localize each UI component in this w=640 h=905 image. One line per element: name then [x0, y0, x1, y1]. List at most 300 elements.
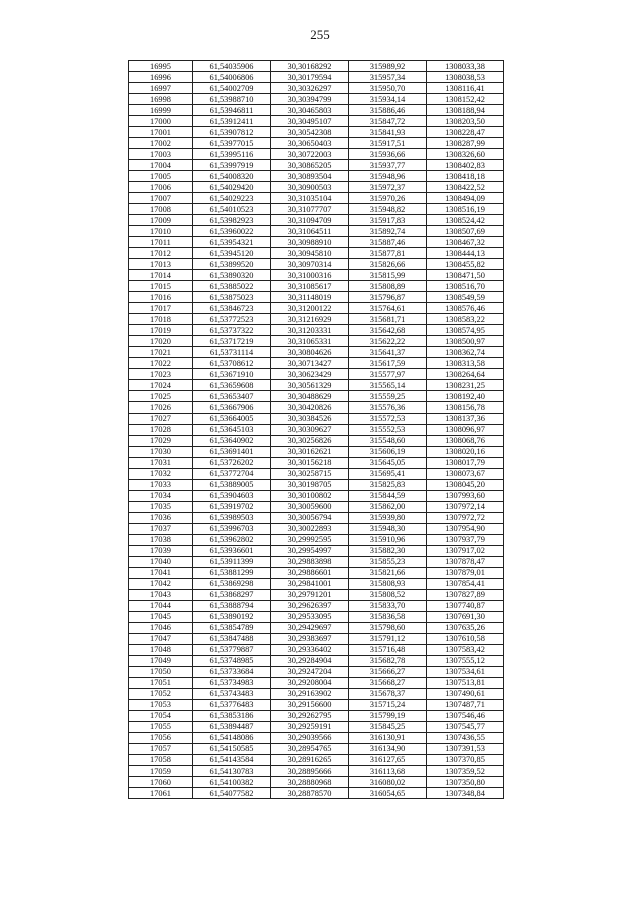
table-row [129, 358, 504, 369]
longitude-cell: 30,29163902 [271, 688, 349, 699]
table-row [129, 369, 504, 380]
x-coordinate-cell: 315799,19 [349, 710, 427, 721]
point-number-cell: 17032 [129, 468, 193, 479]
x-coordinate-cell: 315642,68 [349, 325, 427, 336]
longitude-cell: 30,30865205 [271, 160, 349, 171]
table-row [129, 721, 504, 732]
latitude-cell: 61,53911399 [193, 556, 271, 567]
latitude-cell: 61,53868297 [193, 589, 271, 600]
x-coordinate-cell: 315565,14 [349, 380, 427, 391]
latitude-cell: 61,54100382 [193, 777, 271, 788]
y-coordinate-cell: 1307436,55 [427, 732, 504, 743]
y-coordinate-cell: 1307487,71 [427, 699, 504, 710]
latitude-cell: 61,54029420 [193, 182, 271, 193]
x-coordinate-cell: 316130,91 [349, 732, 427, 743]
coordinates-table [128, 60, 504, 799]
longitude-cell: 30,30100802 [271, 490, 349, 501]
table-row [129, 435, 504, 446]
point-number-cell: 17031 [129, 457, 193, 468]
point-number-cell: 17016 [129, 292, 193, 303]
point-number-cell: 17000 [129, 116, 193, 127]
longitude-cell: 30,29883898 [271, 556, 349, 567]
latitude-cell: 61,53645103 [193, 424, 271, 435]
y-coordinate-cell: 1308137,36 [427, 413, 504, 424]
longitude-cell: 30,28954765 [271, 743, 349, 754]
y-coordinate-cell: 1308494,09 [427, 193, 504, 204]
x-coordinate-cell: 315617,59 [349, 358, 427, 369]
table-row [129, 127, 504, 138]
point-number-cell: 17035 [129, 501, 193, 512]
x-coordinate-cell: 315808,89 [349, 281, 427, 292]
longitude-cell: 30,30650403 [271, 138, 349, 149]
x-coordinate-cell: 315559,25 [349, 391, 427, 402]
table-row [129, 424, 504, 435]
longitude-cell: 30,31094709 [271, 215, 349, 226]
point-number-cell: 17033 [129, 479, 193, 490]
point-number-cell: 17059 [129, 766, 193, 777]
table-row [129, 325, 504, 336]
x-coordinate-cell: 315845,25 [349, 721, 427, 732]
y-coordinate-cell: 1307691,30 [427, 611, 504, 622]
table-row [129, 248, 504, 259]
table-row [129, 766, 504, 777]
longitude-cell: 30,31148019 [271, 292, 349, 303]
point-number-cell: 16998 [129, 94, 193, 105]
table-row [129, 479, 504, 490]
table-row [129, 710, 504, 721]
latitude-cell: 61,53907812 [193, 127, 271, 138]
latitude-cell: 61,54010523 [193, 204, 271, 215]
point-number-cell: 16995 [129, 61, 193, 72]
y-coordinate-cell: 1307350,80 [427, 777, 504, 788]
x-coordinate-cell: 315937,77 [349, 160, 427, 171]
table-row [129, 688, 504, 699]
longitude-cell: 30,29992595 [271, 534, 349, 545]
y-coordinate-cell: 1308188,94 [427, 105, 504, 116]
point-number-cell: 17053 [129, 699, 193, 710]
table-row [129, 633, 504, 644]
longitude-cell: 30,29156600 [271, 699, 349, 710]
point-number-cell: 17003 [129, 149, 193, 160]
longitude-cell: 30,30713427 [271, 358, 349, 369]
point-number-cell: 17043 [129, 589, 193, 600]
table-row [129, 578, 504, 589]
longitude-cell: 30,30059600 [271, 501, 349, 512]
x-coordinate-cell: 315847,72 [349, 116, 427, 127]
y-coordinate-cell: 1308362,74 [427, 347, 504, 358]
longitude-cell: 30,30465803 [271, 105, 349, 116]
y-coordinate-cell: 1308264,64 [427, 369, 504, 380]
latitude-cell: 61,53708612 [193, 358, 271, 369]
x-coordinate-cell: 315989,92 [349, 61, 427, 72]
longitude-cell: 30,30326297 [271, 83, 349, 94]
table-row [129, 402, 504, 413]
latitude-cell: 61,53653407 [193, 391, 271, 402]
point-number-cell: 17047 [129, 633, 193, 644]
table-row [129, 556, 504, 567]
x-coordinate-cell: 315716,48 [349, 644, 427, 655]
y-coordinate-cell: 1307854,41 [427, 578, 504, 589]
point-number-cell: 16997 [129, 83, 193, 94]
latitude-cell: 61,54006806 [193, 72, 271, 83]
longitude-cell: 30,30309627 [271, 424, 349, 435]
table-row [129, 270, 504, 281]
y-coordinate-cell: 1307513,81 [427, 677, 504, 688]
longitude-cell: 30,31000316 [271, 270, 349, 281]
point-number-cell: 17051 [129, 677, 193, 688]
y-coordinate-cell: 1308068,76 [427, 435, 504, 446]
table-row [129, 666, 504, 677]
x-coordinate-cell: 315917,51 [349, 138, 427, 149]
latitude-cell: 61,53936601 [193, 545, 271, 556]
longitude-cell: 30,28916265 [271, 754, 349, 765]
point-number-cell: 17005 [129, 171, 193, 182]
x-coordinate-cell: 315715,24 [349, 699, 427, 710]
longitude-cell: 30,30056794 [271, 512, 349, 523]
x-coordinate-cell: 315641,37 [349, 347, 427, 358]
point-number-cell: 17054 [129, 710, 193, 721]
table-row [129, 788, 504, 799]
longitude-cell: 30,30168292 [271, 61, 349, 72]
latitude-cell: 61,53875023 [193, 292, 271, 303]
longitude-cell: 30,30488629 [271, 391, 349, 402]
point-number-cell: 16999 [129, 105, 193, 116]
point-number-cell: 17021 [129, 347, 193, 358]
y-coordinate-cell: 1308156,78 [427, 402, 504, 413]
table-row [129, 171, 504, 182]
y-coordinate-cell: 1308507,69 [427, 226, 504, 237]
point-number-cell: 17022 [129, 358, 193, 369]
longitude-cell: 30,30256826 [271, 435, 349, 446]
table-row [129, 677, 504, 688]
y-coordinate-cell: 1308524,42 [427, 215, 504, 226]
x-coordinate-cell: 315764,61 [349, 303, 427, 314]
y-coordinate-cell: 1307610,58 [427, 633, 504, 644]
x-coordinate-cell: 315796,87 [349, 292, 427, 303]
latitude-cell: 61,54143584 [193, 754, 271, 765]
point-number-cell: 17024 [129, 380, 193, 391]
table-row [129, 182, 504, 193]
y-coordinate-cell: 1308192,40 [427, 391, 504, 402]
x-coordinate-cell: 315678,37 [349, 688, 427, 699]
table-row [129, 754, 504, 765]
y-coordinate-cell: 1308152,42 [427, 94, 504, 105]
y-coordinate-cell: 1308287,99 [427, 138, 504, 149]
y-coordinate-cell: 1308516,70 [427, 281, 504, 292]
longitude-cell: 30,29336402 [271, 644, 349, 655]
x-coordinate-cell: 315695,41 [349, 468, 427, 479]
longitude-cell: 30,30970314 [271, 259, 349, 270]
latitude-cell: 61,53995116 [193, 149, 271, 160]
table-row [129, 743, 504, 754]
y-coordinate-cell: 1308313,58 [427, 358, 504, 369]
y-coordinate-cell: 1308444,13 [427, 248, 504, 259]
latitude-cell: 61,54035906 [193, 61, 271, 72]
longitude-cell: 30,31035104 [271, 193, 349, 204]
x-coordinate-cell: 315939,80 [349, 512, 427, 523]
latitude-cell: 61,53772704 [193, 468, 271, 479]
latitude-cell: 61,54029223 [193, 193, 271, 204]
longitude-cell: 30,30420826 [271, 402, 349, 413]
longitude-cell: 30,30179594 [271, 72, 349, 83]
table-row [129, 380, 504, 391]
table-row [129, 105, 504, 116]
y-coordinate-cell: 1307972,72 [427, 512, 504, 523]
y-coordinate-cell: 1307391,53 [427, 743, 504, 754]
table-row [129, 457, 504, 468]
latitude-cell: 61,53772523 [193, 314, 271, 325]
point-number-cell: 17044 [129, 600, 193, 611]
latitude-cell: 61,53912411 [193, 116, 271, 127]
y-coordinate-cell: 1307370,85 [427, 754, 504, 765]
x-coordinate-cell: 315808,52 [349, 589, 427, 600]
y-coordinate-cell: 1307827,89 [427, 589, 504, 600]
x-coordinate-cell: 315825,83 [349, 479, 427, 490]
x-coordinate-cell: 315572,53 [349, 413, 427, 424]
x-coordinate-cell: 316134,90 [349, 743, 427, 754]
y-coordinate-cell: 1307740,87 [427, 600, 504, 611]
y-coordinate-cell: 1307490,61 [427, 688, 504, 699]
latitude-cell: 61,53977015 [193, 138, 271, 149]
point-number-cell: 17025 [129, 391, 193, 402]
x-coordinate-cell: 315887,46 [349, 237, 427, 248]
latitude-cell: 61,54130783 [193, 766, 271, 777]
latitude-cell: 61,53962802 [193, 534, 271, 545]
y-coordinate-cell: 1307937,79 [427, 534, 504, 545]
point-number-cell: 17019 [129, 325, 193, 336]
y-coordinate-cell: 1308500,97 [427, 336, 504, 347]
latitude-cell: 61,53904603 [193, 490, 271, 501]
table-row [129, 699, 504, 710]
table-row [129, 413, 504, 424]
table-row [129, 534, 504, 545]
point-number-cell: 17026 [129, 402, 193, 413]
latitude-cell: 61,53847488 [193, 633, 271, 644]
y-coordinate-cell: 1308017,79 [427, 457, 504, 468]
point-number-cell: 17011 [129, 237, 193, 248]
x-coordinate-cell: 315681,71 [349, 314, 427, 325]
latitude-cell: 61,53894487 [193, 721, 271, 732]
latitude-cell: 61,53731114 [193, 347, 271, 358]
point-number-cell: 17012 [129, 248, 193, 259]
latitude-cell: 61,53899520 [193, 259, 271, 270]
longitude-cell: 30,29383697 [271, 633, 349, 644]
table-row [129, 259, 504, 270]
table-row [129, 655, 504, 666]
table-row [129, 237, 504, 248]
longitude-cell: 30,29533095 [271, 611, 349, 622]
longitude-cell: 30,30022893 [271, 523, 349, 534]
longitude-cell: 30,28880968 [271, 777, 349, 788]
longitude-cell: 30,28895666 [271, 766, 349, 777]
longitude-cell: 30,30804626 [271, 347, 349, 358]
table-row [129, 138, 504, 149]
x-coordinate-cell: 315577,97 [349, 369, 427, 380]
latitude-cell: 61,53779887 [193, 644, 271, 655]
table-row [129, 303, 504, 314]
y-coordinate-cell: 1307635,26 [427, 622, 504, 633]
point-number-cell: 17013 [129, 259, 193, 270]
y-coordinate-cell: 1307954,90 [427, 523, 504, 534]
y-coordinate-cell: 1308045,20 [427, 479, 504, 490]
point-number-cell: 17038 [129, 534, 193, 545]
point-number-cell: 17042 [129, 578, 193, 589]
latitude-cell: 61,53717219 [193, 336, 271, 347]
point-number-cell: 17010 [129, 226, 193, 237]
longitude-cell: 30,31200122 [271, 303, 349, 314]
latitude-cell: 61,53988710 [193, 94, 271, 105]
table-row [129, 83, 504, 94]
y-coordinate-cell: 1307545,77 [427, 721, 504, 732]
longitude-cell: 30,30495107 [271, 116, 349, 127]
y-coordinate-cell: 1308231,25 [427, 380, 504, 391]
x-coordinate-cell: 316054,65 [349, 788, 427, 799]
table-row [129, 777, 504, 788]
x-coordinate-cell: 315666,27 [349, 666, 427, 677]
latitude-cell: 61,53890192 [193, 611, 271, 622]
y-coordinate-cell: 1308576,46 [427, 303, 504, 314]
latitude-cell: 61,53889005 [193, 479, 271, 490]
longitude-cell: 30,30384526 [271, 413, 349, 424]
x-coordinate-cell: 315948,30 [349, 523, 427, 534]
point-number-cell: 17034 [129, 490, 193, 501]
table-row [129, 215, 504, 226]
longitude-cell: 30,30893504 [271, 171, 349, 182]
table-row [129, 468, 504, 479]
latitude-cell: 61,53945120 [193, 248, 271, 259]
table-row [129, 116, 504, 127]
table-row [129, 622, 504, 633]
y-coordinate-cell: 1307555,12 [427, 655, 504, 666]
longitude-cell: 30,30623429 [271, 369, 349, 380]
point-number-cell: 17046 [129, 622, 193, 633]
longitude-cell: 30,30988910 [271, 237, 349, 248]
longitude-cell: 30,29208004 [271, 677, 349, 688]
table-body [129, 61, 504, 799]
point-number-cell: 17057 [129, 743, 193, 754]
y-coordinate-cell: 1308516,19 [427, 204, 504, 215]
x-coordinate-cell: 315957,34 [349, 72, 427, 83]
x-coordinate-cell: 315970,26 [349, 193, 427, 204]
x-coordinate-cell: 315548,60 [349, 435, 427, 446]
y-coordinate-cell: 1307534,61 [427, 666, 504, 677]
latitude-cell: 61,53691401 [193, 446, 271, 457]
x-coordinate-cell: 315917,83 [349, 215, 427, 226]
y-coordinate-cell: 1308583,22 [427, 314, 504, 325]
latitude-cell: 61,53869298 [193, 578, 271, 589]
x-coordinate-cell: 315882,30 [349, 545, 427, 556]
latitude-cell: 61,53890320 [193, 270, 271, 281]
latitude-cell: 61,53726202 [193, 457, 271, 468]
x-coordinate-cell: 315836,58 [349, 611, 427, 622]
x-coordinate-cell: 315645,05 [349, 457, 427, 468]
latitude-cell: 61,53919702 [193, 501, 271, 512]
longitude-cell: 30,31077707 [271, 204, 349, 215]
point-number-cell: 17007 [129, 193, 193, 204]
table-row [129, 545, 504, 556]
point-number-cell: 17014 [129, 270, 193, 281]
latitude-cell: 61,53997919 [193, 160, 271, 171]
x-coordinate-cell: 315936,66 [349, 149, 427, 160]
point-number-cell: 17048 [129, 644, 193, 655]
table-row [129, 600, 504, 611]
longitude-cell: 30,29954997 [271, 545, 349, 556]
x-coordinate-cell: 315910,96 [349, 534, 427, 545]
table-row [129, 732, 504, 743]
table-row [129, 204, 504, 215]
y-coordinate-cell: 1308418,18 [427, 171, 504, 182]
longitude-cell: 30,29039566 [271, 732, 349, 743]
longitude-cell: 30,29429697 [271, 622, 349, 633]
latitude-cell: 61,53733684 [193, 666, 271, 677]
x-coordinate-cell: 315552,53 [349, 424, 427, 435]
latitude-cell: 61,54008320 [193, 171, 271, 182]
latitude-cell: 61,53854789 [193, 622, 271, 633]
x-coordinate-cell: 315862,00 [349, 501, 427, 512]
point-number-cell: 17045 [129, 611, 193, 622]
longitude-cell: 30,31203331 [271, 325, 349, 336]
point-number-cell: 17040 [129, 556, 193, 567]
longitude-cell: 30,30900503 [271, 182, 349, 193]
table-row [129, 292, 504, 303]
y-coordinate-cell: 1308116,41 [427, 83, 504, 94]
latitude-cell: 61,53734983 [193, 677, 271, 688]
point-number-cell: 17004 [129, 160, 193, 171]
longitude-cell: 30,30162621 [271, 446, 349, 457]
latitude-cell: 61,54002709 [193, 83, 271, 94]
table-row [129, 512, 504, 523]
latitude-cell: 61,53737322 [193, 325, 271, 336]
longitude-cell: 30,30394799 [271, 94, 349, 105]
latitude-cell: 61,53946811 [193, 105, 271, 116]
x-coordinate-cell: 315844,59 [349, 490, 427, 501]
x-coordinate-cell: 315826,66 [349, 259, 427, 270]
table-row [129, 281, 504, 292]
y-coordinate-cell: 1308455,82 [427, 259, 504, 270]
point-number-cell: 17030 [129, 446, 193, 457]
y-coordinate-cell: 1308096,97 [427, 424, 504, 435]
y-coordinate-cell: 1308203,50 [427, 116, 504, 127]
x-coordinate-cell: 315934,14 [349, 94, 427, 105]
y-coordinate-cell: 1307917,02 [427, 545, 504, 556]
longitude-cell: 30,30561329 [271, 380, 349, 391]
longitude-cell: 30,29791201 [271, 589, 349, 600]
table-row [129, 314, 504, 325]
point-number-cell: 17037 [129, 523, 193, 534]
longitude-cell: 30,30542308 [271, 127, 349, 138]
latitude-cell: 61,53664005 [193, 413, 271, 424]
longitude-cell: 30,31216929 [271, 314, 349, 325]
table-row [129, 160, 504, 171]
y-coordinate-cell: 1308228,47 [427, 127, 504, 138]
x-coordinate-cell: 315606,19 [349, 446, 427, 457]
point-number-cell: 16996 [129, 72, 193, 83]
point-number-cell: 17050 [129, 666, 193, 677]
x-coordinate-cell: 315815,99 [349, 270, 427, 281]
x-coordinate-cell: 315972,37 [349, 182, 427, 193]
point-number-cell: 17055 [129, 721, 193, 732]
latitude-cell: 61,53853186 [193, 710, 271, 721]
point-number-cell: 17028 [129, 424, 193, 435]
latitude-cell: 61,53960022 [193, 226, 271, 237]
table-row [129, 446, 504, 457]
y-coordinate-cell: 1308326,60 [427, 149, 504, 160]
y-coordinate-cell: 1307546,46 [427, 710, 504, 721]
table-row [129, 226, 504, 237]
longitude-cell: 30,30156218 [271, 457, 349, 468]
latitude-cell: 61,53659608 [193, 380, 271, 391]
table-row [129, 490, 504, 501]
